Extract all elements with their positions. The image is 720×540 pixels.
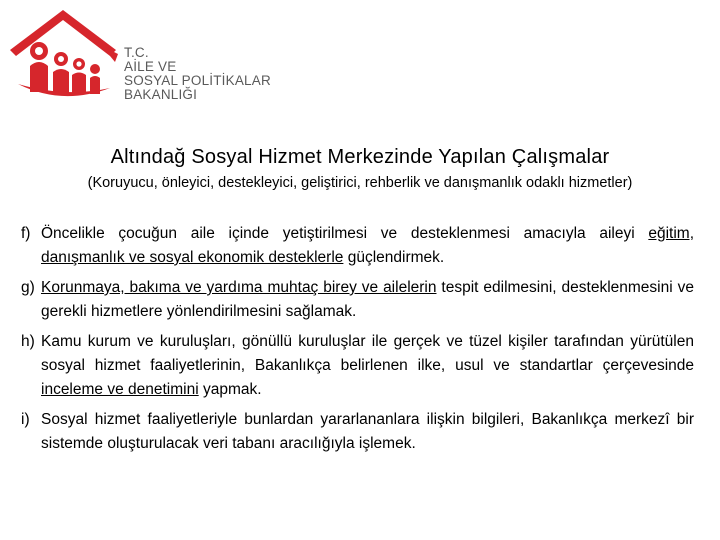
list-item <box>21 408 694 456</box>
logo-line: T.C. <box>124 45 149 60</box>
item-text <box>41 222 694 270</box>
page-title: Altındağ Sosyal Hizmet Merkezinde Yapılan Çalışmalar <box>110 146 610 168</box>
page-subtitle: (Koruyucu, önleyici, destekleyici, geliştirici, rehberlik ve danışmanlık odaklı hizmetler) <box>87 175 633 191</box>
item-marker: i) <box>21 411 30 428</box>
list-item <box>21 330 694 402</box>
item-text <box>41 330 694 402</box>
item-text-part: güçlendirmek. <box>343 249 445 266</box>
logo-line: SOSYAL POLİTİKALAR <box>124 73 271 88</box>
list-item <box>21 276 694 324</box>
item-text-part: yapmak. <box>198 381 262 398</box>
item-text-underlined: Korunmaya, bakıma ve yardıma muhtaç birey ve ailelerin <box>41 279 437 296</box>
item-text-part: Öncelikle çocuğun aile içinde yetiştirilmesi ve desteklenmesi amacıyla aileyi <box>41 225 649 242</box>
item-text-underlined: inceleme ve denetimini <box>41 381 199 398</box>
item-marker: f) <box>21 225 31 242</box>
item-text-part: tespit edilmesini, desteklenmesini ve gerekli hizmetlere yönlendirilmesini sağlamak. <box>41 279 694 320</box>
ministry-name <box>124 46 271 102</box>
item-text-part: Sosyal hizmet faaliyetleriyle bunlardan yararlananlara ilişkin bilgileri, Bakanlıkça merkezî bir sistemde oluşturulacak veri tabanı aracılığıyla işlemek. <box>41 411 694 452</box>
logo-line: AİLE VE <box>124 59 177 74</box>
item-marker: h) <box>21 333 35 350</box>
item-text <box>41 276 694 324</box>
item-text-part: Kamu kurum ve kuruluşları, gönüllü kuruluşlar ile gerçek ve tüzel kişiler tarafından yürütülen sosyal hizmet faaliyetlerinin, Bakanlıkça belirlenen ilke, usul ve standartlar çerçevesinde <box>41 333 694 374</box>
ministry-logo <box>6 6 271 116</box>
logo-line: BAKANLIĞI <box>124 87 198 102</box>
item-text <box>41 408 694 456</box>
item-marker: g) <box>21 279 35 296</box>
item-text-underlined: eğitim, danışmanlık ve sosyal ekonomik desteklerle <box>41 225 694 266</box>
activity-list <box>21 222 694 462</box>
family-house-emblem-icon <box>6 6 121 106</box>
list-item <box>21 222 694 270</box>
